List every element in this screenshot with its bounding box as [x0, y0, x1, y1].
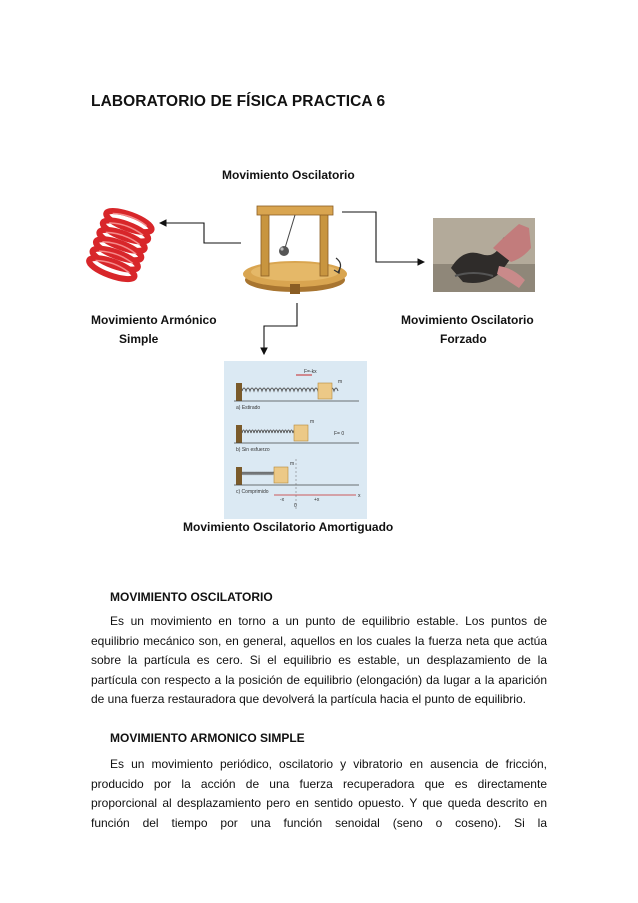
center-label: Movimiento Oscilatorio	[222, 168, 355, 182]
section-heading-simple-harmonic: MOVIMIENTO ARMONICO SIMPLE	[110, 731, 305, 745]
bottom-label: Movimiento Oscilatorio Amortiguado	[183, 520, 394, 534]
mass-label-a: m	[338, 379, 343, 385]
page-title: LABORATORIO DE FÍSICA PRACTICA 6	[91, 93, 386, 110]
pos-x-label: +x	[314, 497, 320, 503]
spring-mass-figure	[224, 361, 367, 519]
pendulum-apparatus-image	[240, 196, 350, 300]
right-label-line1: Movimiento Oscilatorio	[401, 313, 534, 327]
mass-label-c: m	[290, 461, 295, 467]
arrow-to-left	[160, 223, 241, 243]
mass-label-b: m	[310, 419, 315, 425]
caption-c: c) Comprimido	[236, 489, 269, 495]
axis-label: x	[358, 493, 361, 499]
forced-oscillation-image	[433, 218, 535, 292]
section-heading-oscillatory: MOVIMIENTO OSCILATORIO	[110, 590, 273, 604]
section-body-simple-harmonic: Es un movimiento periódico, oscilatorio y vibratorio en ausencia de fricción, producido por la acción de una fuerza recuperadora que es directamente proporcional al desplazamiento pero en sentido opuesto. Y que queda descrito en función del tiempo por una función senoidal (seno o coseno). Si la	[91, 757, 547, 830]
force-label: F=-kx	[304, 369, 317, 375]
section-body-oscillatory: Es un movimiento en torno a un punto de equilibrio estable. Los puntos de equilibrio mecánico son, en general, aquellos en los cuales la fuerza neta que actúa sobre la partícula es cero. Si el equilibrio es estable, un desplazamiento de la partícula con respecto a la posición de equilibrio (elongación) da lugar a la aparición de una fuerza restauradora que devolverá la partícula hacia el punto de equilibrio.	[91, 614, 547, 707]
spring-image	[84, 206, 156, 286]
caption-b: b) Sin esfuerzo	[236, 447, 270, 453]
neg-x-label: -x	[280, 497, 285, 503]
zero-force-label: F= 0	[334, 431, 345, 437]
caption-a: a) Estirado	[236, 405, 261, 411]
origin-label: 0	[294, 503, 297, 509]
arrow-to-right	[342, 212, 424, 262]
left-label-line1: Movimiento Armónico	[91, 313, 217, 327]
right-label-line2: Forzado	[440, 332, 487, 346]
arrow-to-bottom	[264, 303, 297, 354]
left-label-line2: Simple	[119, 332, 159, 346]
